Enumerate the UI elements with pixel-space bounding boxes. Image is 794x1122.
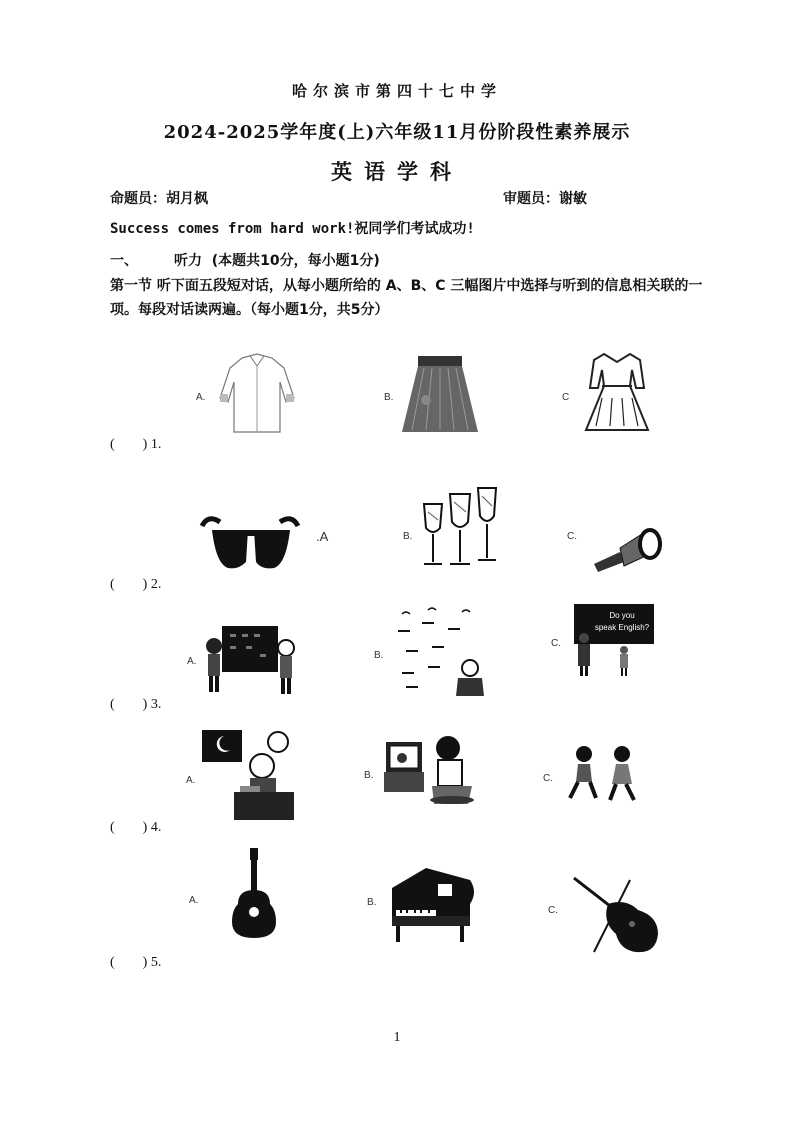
dress-image (582, 348, 652, 436)
q4-option-c: C. (543, 773, 553, 784)
setter: 命题员：胡月枫 (110, 191, 208, 207)
motto: Success comes from hard work!祝同学们考试成功! (110, 221, 475, 237)
q2-option-b: B. (403, 531, 413, 542)
glasses-cups-image (418, 486, 502, 574)
q4-option-a: A. (186, 775, 196, 786)
guitar-image (226, 846, 282, 942)
q3-option-b: B. (374, 650, 384, 661)
q2-option-a: .A (316, 529, 329, 544)
school-name: 哈尔滨市第四十七中学 (291, 82, 502, 100)
q5-option-b: B. (367, 897, 377, 908)
section-score-note: (本题共10分，每小题1分) (211, 253, 380, 269)
page-number: 1 (393, 1030, 401, 1045)
q1-option-b: B. (384, 392, 394, 403)
q1-option-c: C (562, 392, 570, 403)
q4-option-b: B. (364, 770, 374, 781)
q5-option-c: C. (548, 905, 558, 916)
boy-desk-night-image (200, 726, 300, 822)
shirt-image (212, 350, 302, 438)
reviewer: 审题员：谢敏 (503, 191, 587, 207)
q3-option-c: C. (551, 638, 561, 649)
classroom-image (572, 602, 656, 678)
section-heading (110, 250, 380, 270)
skirt-image (400, 352, 480, 438)
q2-option-c: C. (567, 531, 577, 542)
question-1: ( ) 1. (110, 437, 162, 452)
kids-at-blackboard-image (200, 624, 304, 696)
q5-option-a: A. (189, 895, 199, 906)
question-5: ( ) 5. (110, 955, 162, 970)
question-3: ( ) 3. (110, 697, 162, 712)
exam-title: 2024-2025学年度(上)六年级11月份阶段性素养展示 (163, 122, 631, 143)
section-number: 一、 (110, 253, 138, 269)
section-instruction: 第一节 听下面五段短对话，从每小题所给的 A、B、C 三幅图片中选择与听到的信息相关联的一项。每段对话读两遍。（每小题1分，共5分） (110, 278, 703, 318)
question-4: ( ) 4. (110, 820, 162, 835)
kids-running-image (562, 744, 646, 808)
violin-image (572, 876, 664, 956)
piano-image (386, 862, 480, 944)
speech-line-1: Do you (609, 611, 635, 620)
speech-line-2: speak English? (594, 623, 650, 632)
telescope-image (590, 524, 666, 574)
question-2: ( ) 2. (110, 577, 162, 592)
q3-option-a: A. (187, 656, 197, 667)
man-notes-image (392, 606, 488, 698)
q1-option-a: A. (196, 392, 206, 403)
section-title: 听力 (174, 253, 202, 269)
sunglasses-image (198, 506, 302, 572)
subject-title: 英语学科 (331, 159, 463, 184)
boy-watching-tv-image (382, 730, 486, 814)
